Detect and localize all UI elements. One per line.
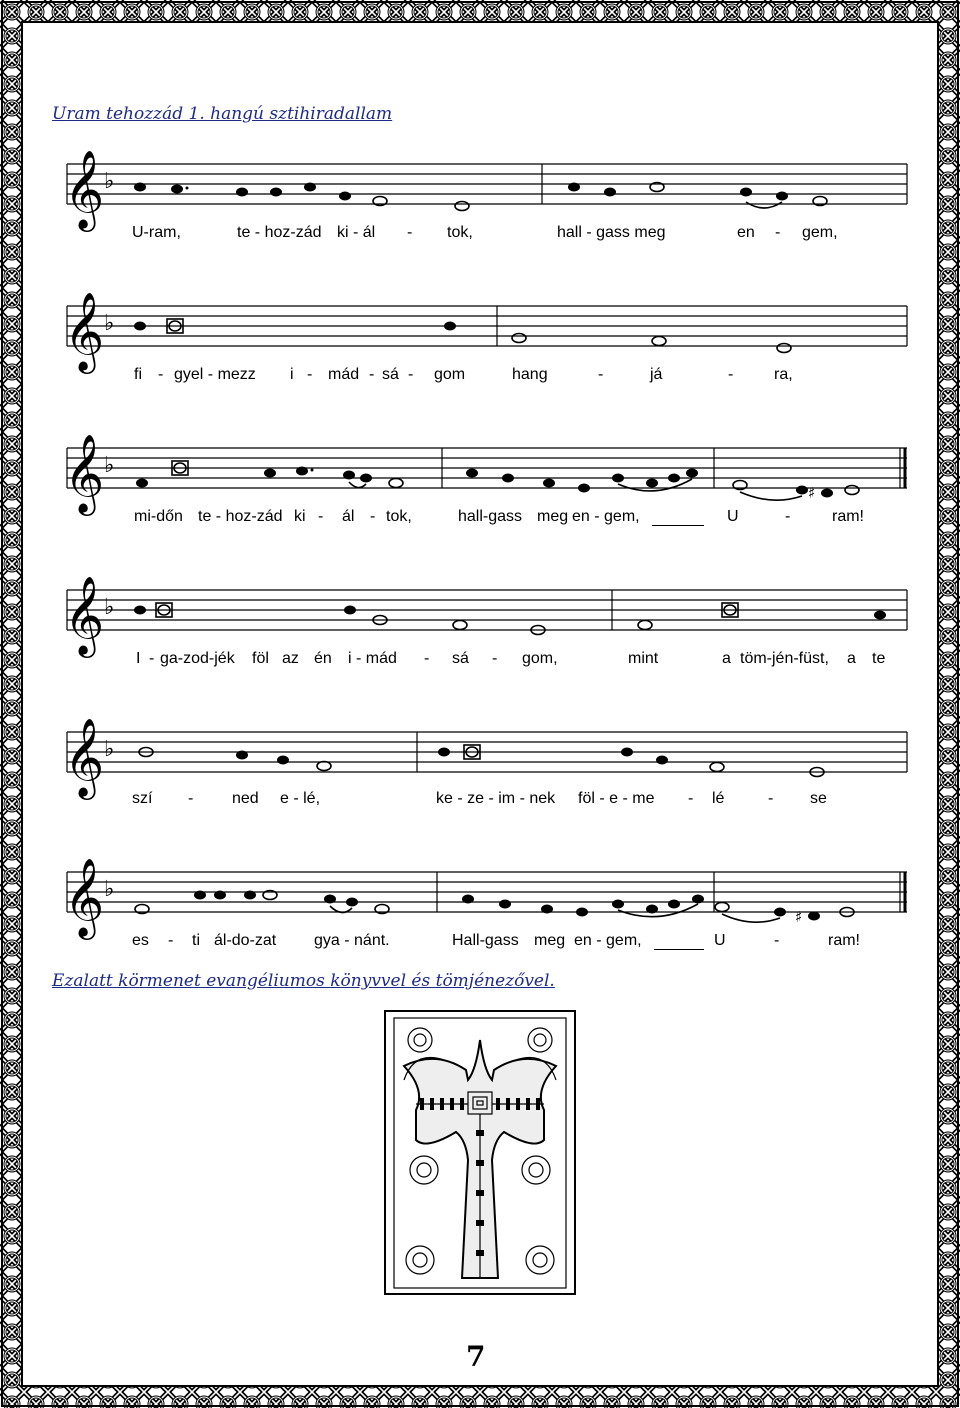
- lyric-syllable: ki: [294, 508, 306, 525]
- lyric-syllable: ga-zod-jék: [160, 650, 235, 667]
- treble-clef-icon: 𝄞: [64, 434, 105, 513]
- lyric-syllable: te: [872, 650, 886, 667]
- lyric-syllable: en: [737, 224, 755, 241]
- treble-clef-icon: 𝄞: [64, 150, 105, 229]
- lyric-syllable: gom: [434, 366, 466, 383]
- lyrics-line-2: [62, 366, 912, 390]
- lyric-syllable: mi-dőn: [134, 508, 183, 525]
- lyric-syllable: hang: [512, 366, 548, 383]
- lyric-syllable: lé: [712, 790, 725, 807]
- flat-icon: ♭: [104, 595, 115, 620]
- lyric-syllable: U-ram,: [132, 224, 181, 241]
- lyric-syllable: -: [598, 366, 604, 383]
- lyric-syllable: gem,: [802, 224, 838, 241]
- lyric-syllable: szí: [132, 790, 153, 807]
- lyric-syllable: az: [282, 650, 299, 667]
- lyric-syllable: U: [727, 508, 739, 525]
- lyric-syllable: -: [369, 366, 375, 383]
- flat-icon: ♭: [104, 737, 115, 762]
- lyric-syllable: -: [370, 508, 376, 525]
- lyric-syllable: föl: [252, 650, 269, 667]
- rubric-caption: Ezalatt körmenet evangéliumos könyvvel és tömjénezővel.: [52, 971, 555, 991]
- lyric-syllable: i: [290, 366, 294, 383]
- music-system-3: [62, 424, 912, 564]
- lyric-syllable: -: [318, 508, 324, 525]
- flat-icon: ♭: [104, 169, 115, 194]
- lyric-syllable: mád: [328, 366, 360, 383]
- lyric-syllable: -: [688, 790, 694, 807]
- lyric-syllable: gyel - mezz: [174, 366, 256, 383]
- lyric-syllable: tok,: [386, 508, 412, 525]
- lyric-syllable: sá: [382, 366, 399, 383]
- lyric-syllable: ra,: [774, 366, 793, 383]
- lyrics-line-1: [62, 224, 912, 248]
- lyric-syllable: fi: [134, 366, 142, 383]
- lyric-syllable: töm-jén-füst,: [740, 650, 829, 667]
- lyric-syllable: meg: [534, 932, 566, 949]
- music-system-4: [62, 566, 912, 706]
- lyric-syllable: -: [728, 366, 734, 383]
- lyric-syllable: e - lé,: [280, 790, 321, 807]
- music-system-1: [62, 140, 912, 280]
- lyric-syllable: I: [136, 650, 141, 667]
- lyrics-line-3: [62, 508, 912, 532]
- lyric-syllable: gya - nánt.: [314, 932, 390, 949]
- lyric-syllable: -: [408, 366, 414, 383]
- lyric-syllable: ti: [192, 932, 200, 949]
- treble-clef-icon: 𝄞: [64, 718, 105, 797]
- lyric-syllable: en - gem,: [572, 508, 640, 525]
- lyrics-line-6: [62, 932, 912, 956]
- lyric-syllable: a: [847, 650, 856, 667]
- lyric-syllable: te - hoz-zád: [237, 224, 322, 241]
- lyric-syllable: já: [650, 366, 663, 383]
- sharp-icon: ♯: [795, 908, 803, 926]
- lyric-syllable: es: [132, 932, 149, 949]
- lyric-syllable: -: [168, 932, 174, 949]
- lyric-syllable: én: [314, 650, 332, 667]
- lyric-syllable: ned: [232, 790, 259, 807]
- music-system-5: [62, 708, 912, 848]
- lyric-syllable: se: [810, 790, 827, 807]
- lyric-syllable: te - hoz-zád: [198, 508, 283, 525]
- lyric-syllable: i - mád: [348, 650, 397, 667]
- lyric-syllable: -: [407, 224, 413, 241]
- lyric-syllable: U: [714, 932, 726, 949]
- lyric-syllable: mint: [628, 650, 659, 667]
- lyric-syllable: -: [775, 224, 781, 241]
- lyric-syllable: ram!: [832, 508, 864, 525]
- hymn-title: Uram tehozzád 1. hangú sztihiradallam: [52, 104, 393, 124]
- lyric-syllable: gom,: [522, 650, 558, 667]
- lyric-syllable: -: [149, 650, 155, 667]
- lyric-syllable: sá: [452, 650, 469, 667]
- lyrics-line-4: [62, 650, 912, 674]
- lyric-syllable: ál: [342, 508, 355, 525]
- lyric-syllable: ke - ze - im - nek: [436, 790, 556, 807]
- lyric-syllable: hall-gass: [458, 508, 523, 525]
- lyric-syllable: meg: [537, 508, 569, 525]
- sharp-icon: ♯: [808, 484, 816, 502]
- page-number: 7: [466, 1340, 486, 1373]
- lyric-syllable: ál-do-zat: [214, 932, 277, 949]
- lyric-syllable: en - gem,: [574, 932, 642, 949]
- lyrics-line-5: [62, 790, 912, 814]
- lyric-syllable: Hall-gass: [452, 932, 519, 949]
- lyric-syllable: -: [492, 650, 498, 667]
- flat-icon: ♭: [104, 311, 115, 336]
- flat-icon: ♭: [104, 453, 115, 478]
- ornamental-cross-illustration: [384, 1010, 576, 1295]
- lyric-syllable: a: [722, 650, 731, 667]
- treble-clef-icon: 𝄞: [64, 292, 105, 371]
- lyric-syllable: -: [307, 366, 313, 383]
- treble-clef-icon: 𝄞: [64, 576, 105, 655]
- lyric-syllable: tok,: [447, 224, 473, 241]
- lyric-syllable: ki - ál: [337, 224, 376, 241]
- lyric-syllable: -: [774, 932, 780, 949]
- treble-clef-icon: 𝄞: [64, 858, 105, 937]
- lyric-syllable: -: [188, 790, 194, 807]
- music-system-6: [62, 848, 912, 988]
- lyric-syllable: -: [768, 790, 774, 807]
- lyric-syllable: ram!: [828, 932, 860, 949]
- lyric-syllable: -: [158, 366, 164, 383]
- lyric-syllable: föl - e - me: [578, 790, 655, 807]
- lyric-syllable: -: [785, 508, 791, 525]
- flat-icon: ♭: [104, 877, 115, 902]
- lyric-syllable: hall - gass meg: [557, 224, 666, 241]
- music-system-2: [62, 282, 912, 422]
- extender-line: [652, 525, 704, 526]
- extender-line: [654, 949, 704, 950]
- lyric-syllable: -: [424, 650, 430, 667]
